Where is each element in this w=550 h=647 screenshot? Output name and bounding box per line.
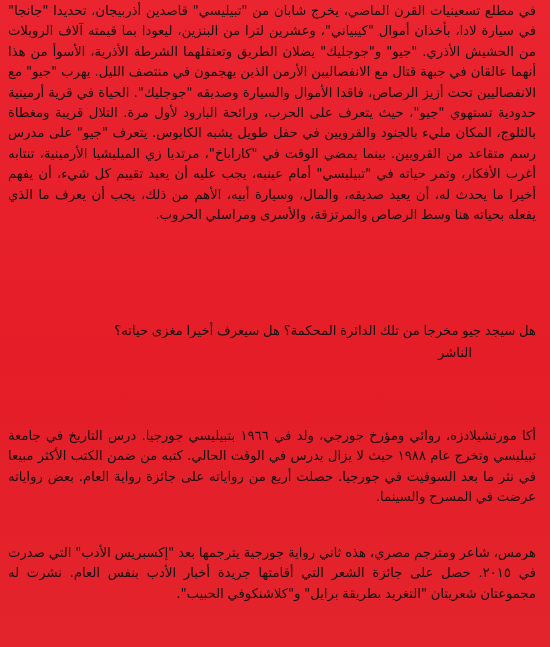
publisher-signature: الناشر <box>437 346 472 361</box>
translator-bio: هرمس، شاعر ومترجم مصري، هذه ثاني رواية جورجية يترجمها بعد "إكسبريس الأدب" التي صدرت في ٢٠١٥. حصل على جائزة الشعر التي أقامتها جريدة أخبار الأدب بنفس العام. نشرت له مجموعتان شعريتان "التغريد بطريقة برايل" و"كلاشنكوفي الحبيب". <box>8 546 536 602</box>
closing-question: هل سيجد جيو مخرجا من تلك الدائرة المحكمة؟ هل سيعرف أخيرا مغزى حياته؟ <box>114 324 536 339</box>
author-bio: أكا مورتشيلادزه، روائي ومؤرخ جورجي، ولد في ١٩٦٦ بتبيليسي جورجيا. درس التاريخ في جامعة تبيليسي وتخرج عام ١٩٨٨ حيث لا يزال يدرس في الوقت الحالي. كتبه من ضمن الكتب الأكثر مبيعا في نثر ما بعد السوفيت في جورجيا. حصلت أربع من رواياته على جائزة رواية العام. بعض رواياته عرضت في المسرح والسينما. <box>8 429 537 506</box>
synopsis-paragraph: في مطلع تسعينيات القرن الماضي، يخرج شابان من "تبيليسي" قاصدين أذربيجان، تحديدا "جانجا" في سيارة لادا، بأخذان أموال "كيبياني"، وعشرين لترا من البنزين، ليعودا بما قيمته آلاف الروبلات من الحشيش الأذري. "جيو" و"جوجليك" يضلان الطريق وتعتقلهما الشرطة الأذرية، الأسوأ من هذا أنهما عالقان في جبهة قتال مع الانفصاليين الأرمن الذين يهجمون في منتصف الليل. يهرب "جيو" مع الانفصاليين تحت أزيز الرصاص، فاقدا الأموال والسيارة وصديقه "جوجليك". الحياة في قرية أرمينية حدودية تستهوي "جيو"، حيث يتعرف على الحرب، ورائحة البارود لأول مرة. التلال قريبة ومغطاة بالثلوج، المكان مليء بالجنود والقرويين في حفل طويل يشبه الكابوس. يتعرف "جيو" على مدرس رسم متقاعد من القرويين. بينما يمضي الوقت في "كاراباخ"، مرتديا زي الميليشيا الأرمينية، تنتابه أغرب الأفكار، وتمر حياته في "تبيليسي" أمام عينيه، يجب عليه أن يعيد تقييم كل شيء، أن يفهم أخيرا ما يحدث له، أن يعيد صديقه، والمال، وسيارة أبيه، الأهم من ذلك، يجب أن يعرف ما الذي يفعله بحياته هنا وسط الرصاص والمرتزقة، والأسرى ومراسلي الحروب. <box>8 4 536 224</box>
